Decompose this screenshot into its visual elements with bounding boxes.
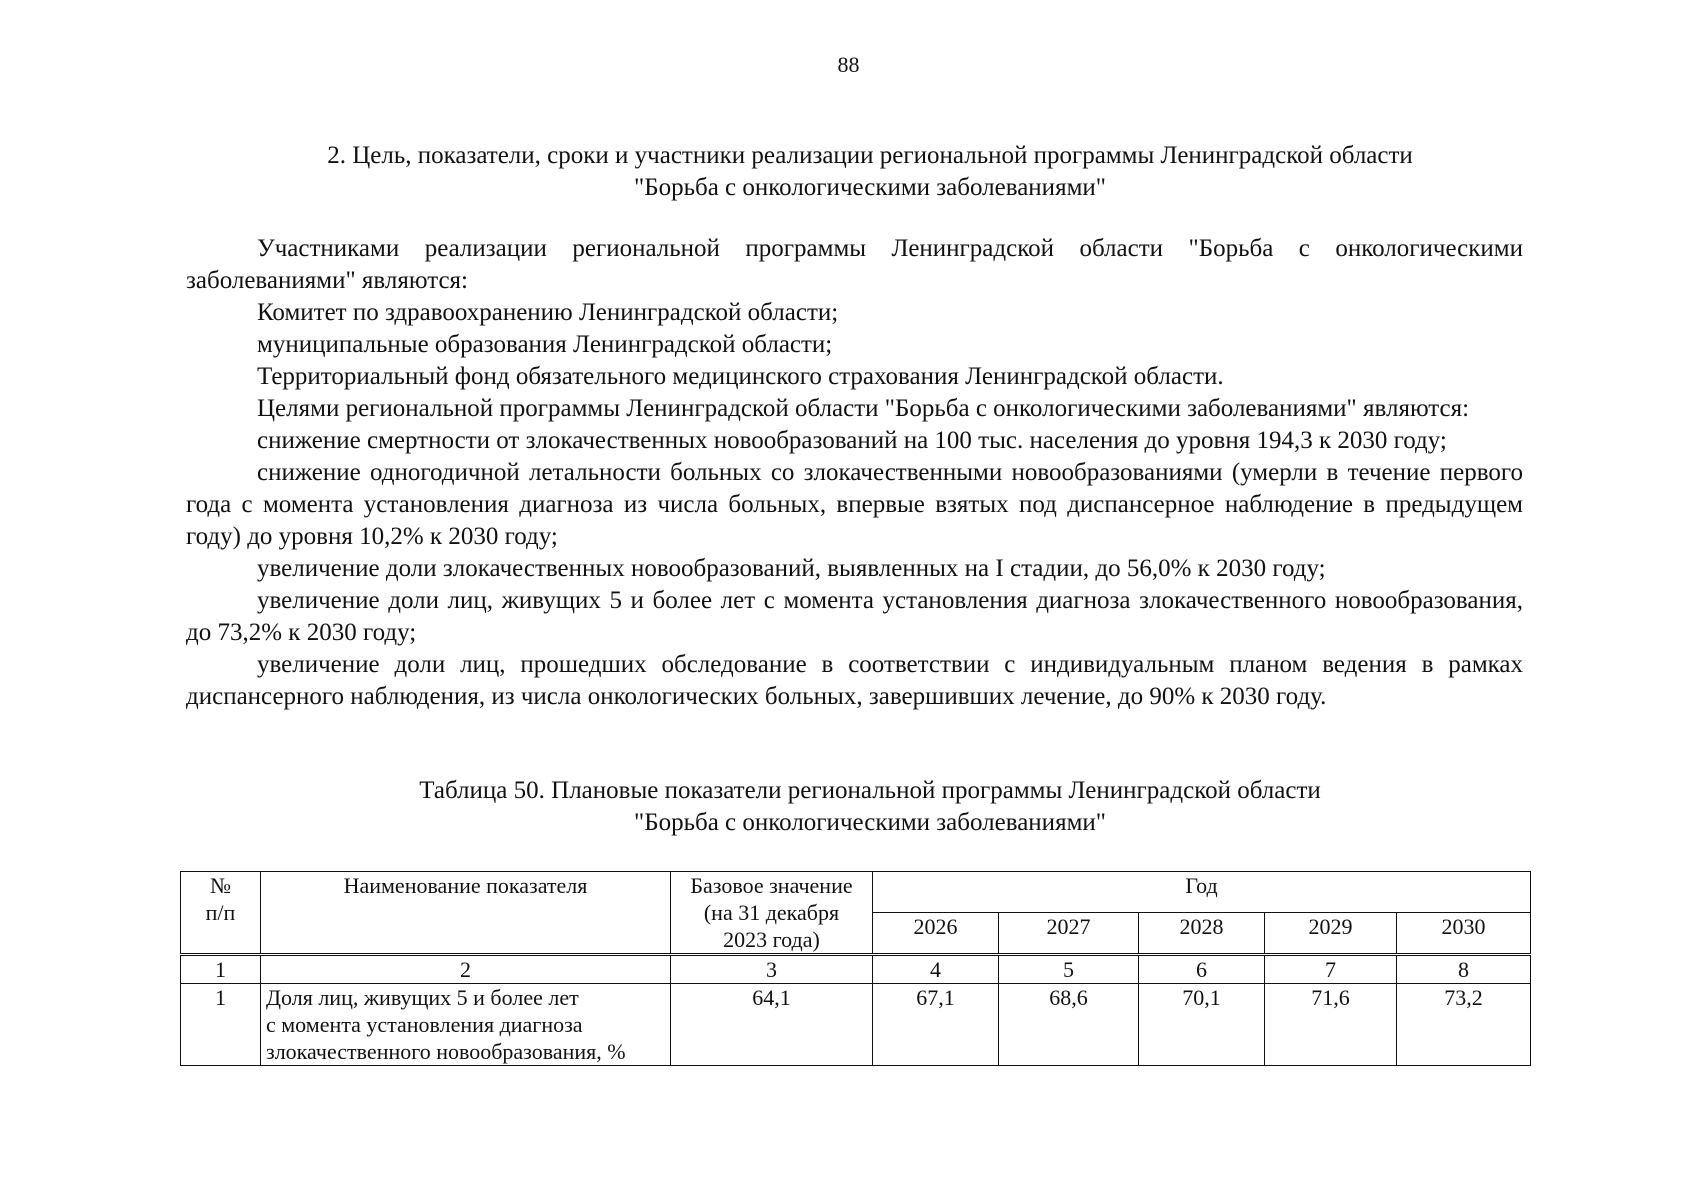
paragraph: снижение одногодичной летальности больных со злокачественными новообразованиями (умерли в течение первого года с момента установления диагноза из числа больных, впервые взятых под диспансерное наблюдение в предыдущем году) до уровня 10,2% к 2030 году;	[186, 459, 1523, 550]
column-number: 2	[261, 955, 671, 984]
column-number-row	[181, 955, 1531, 984]
row-value-2030: 73,2	[1397, 984, 1531, 1066]
header-basic-value	[671, 872, 873, 955]
row-basic-value: 64,1	[671, 984, 873, 1066]
paragraph: Комитет по здравоохранению Ленинградской области;	[257, 299, 839, 326]
header-year-2027: 2027	[999, 912, 1139, 954]
paragraph: увеличение доли лиц, прошедших обследование в соответствии с индивидуальным планом ведения в рамках диспансерного наблюдения, из числа онкологических больных, завершивших лечение, до 90% к 2030 году.	[186, 651, 1523, 710]
column-number: 7	[1265, 955, 1397, 984]
header-year-2029: 2029	[1265, 912, 1397, 954]
paragraph: увеличение доли лиц, живущих 5 и более лет с момента установления диагноза злокачественного новообразования, до 73,2% к 2030 году;	[186, 587, 1523, 646]
indicator-name-line: Доля лиц, живущих 5 и более лет	[266, 985, 579, 1010]
paragraph: увеличение доли злокачественных новообразований, выявленных на I стадии, до 56,0% к 2030 году;	[257, 555, 1326, 582]
column-number: 5	[999, 955, 1139, 984]
paragraph: Целями региональной программы Ленинградской области "Борьба с онкологическими заболеваниями" являются:	[257, 395, 1470, 422]
header-year-2026: 2026	[873, 912, 999, 954]
table-caption-line: Таблица 50. Плановые показатели региональной программы Ленинградской области	[419, 777, 1321, 804]
column-number: 8	[1397, 955, 1531, 984]
header-num-line: п/п	[205, 900, 236, 925]
indicator-name-line: злокачественного новообразования, %	[266, 1039, 626, 1064]
column-number: 6	[1139, 955, 1265, 984]
header-basic-line: Базовое значение	[690, 873, 853, 898]
row-value-2026: 67,1	[873, 984, 999, 1066]
column-number: 4	[873, 955, 999, 984]
column-number: 3	[671, 955, 873, 984]
row-value-2029: 71,6	[1265, 984, 1397, 1066]
row-num: 1	[181, 984, 261, 1066]
body-text	[186, 233, 1523, 713]
header-year: Год	[873, 872, 1531, 913]
section-heading-line: 2. Цель, показатели, сроки и участники реализации региональной программы Ленинградской области	[327, 142, 1413, 169]
header-year-2030: 2030	[1397, 912, 1531, 954]
section-heading	[250, 140, 1490, 204]
row-value-2027: 68,6	[999, 984, 1139, 1066]
paragraph: снижение смертности от злокачественных новообразований на 100 тыс. населения до уровня 194,3 к 2030 году;	[257, 427, 1447, 454]
indicator-name-line: с момента установления диагноза	[266, 1012, 583, 1037]
section-heading-line: "Борьба с онкологическими заболеваниями"	[634, 174, 1106, 201]
paragraph: муниципальные образования Ленинградской области;	[257, 331, 833, 358]
header-num	[181, 872, 261, 955]
header-name: Наименование показателя	[261, 872, 671, 955]
header-num-line: №	[210, 873, 231, 898]
header-year-2028: 2028	[1139, 912, 1265, 954]
row-value-2028: 70,1	[1139, 984, 1265, 1066]
header-basic-line: 2023 года)	[723, 927, 820, 952]
table-caption-line: "Борьба с онкологическими заболеваниями"	[634, 809, 1106, 836]
table-header-row	[181, 872, 1531, 913]
page-number: 88	[837, 52, 860, 77]
header-basic-line: (на 31 декабря	[703, 900, 840, 925]
column-number: 1	[181, 955, 261, 984]
row-indicator-name	[261, 984, 671, 1066]
paragraph: Территориальный фонд обязательного медицинского страхования Ленинградской области.	[257, 363, 1224, 390]
table-row	[181, 984, 1531, 1066]
table-caption	[250, 775, 1490, 839]
indicators-table	[180, 871, 1531, 1066]
paragraph: Участниками реализации региональной программы Ленинградской области "Борьба с онкологическими заболеваниями" являются:	[186, 235, 1523, 294]
